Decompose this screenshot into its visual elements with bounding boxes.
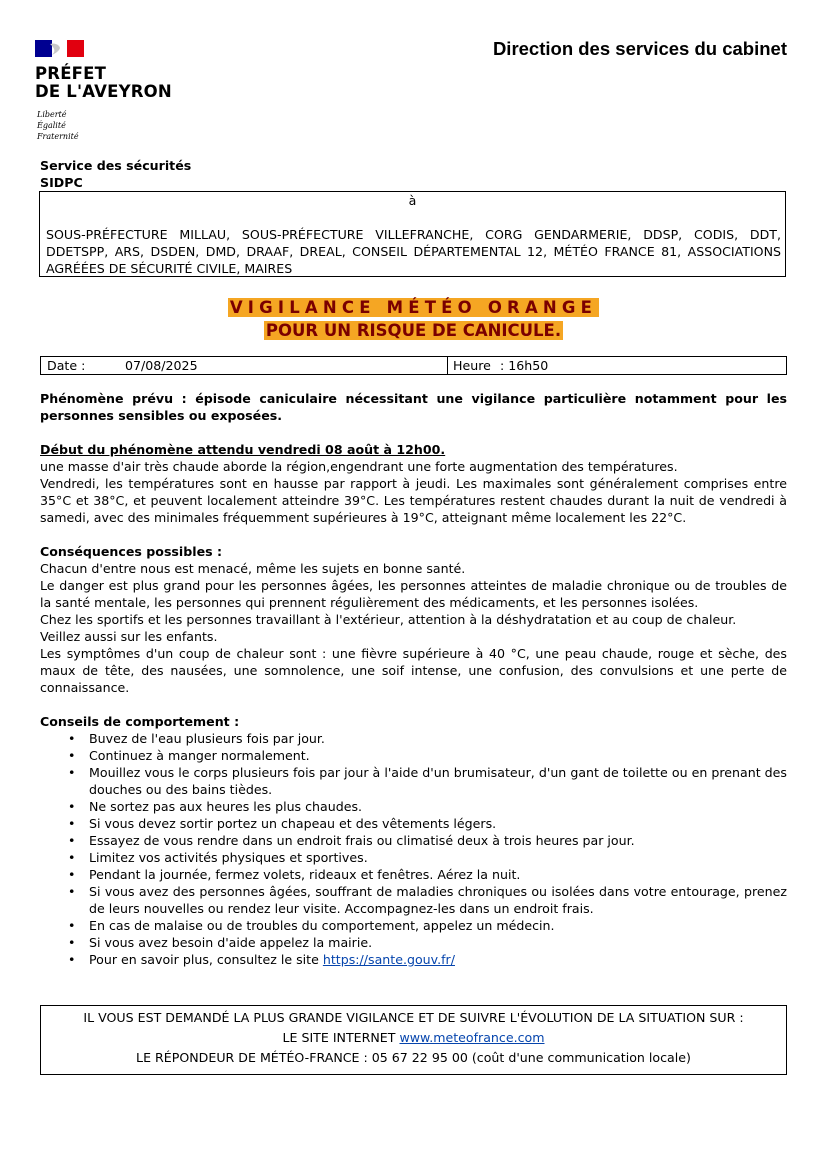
debut-para-1: une masse d'air très chaude aborde la région,engendrant une forte augmentation des températures. [40, 459, 678, 474]
debut-para-2: Vendredi, les températures sont en hausse par rapport à jeudi. Les maximales sont généralement comprises entre 35°C et 38°C, et peuvent localement atteindre 39°C. Les températures restent chaudes durant la nuit de vendredi à samedi, avec des minimales fréquemment supérieures à 19°C, atteignant même localement les 22°C. [40, 476, 787, 525]
footer-box [40, 1005, 787, 1075]
recipients-list: SOUS-PRÉFECTURE MILLAU, SOUS-PRÉFECTURE VILLEFRANCHE, CORG GENDARMERIE, DDSP, CODIS, DDT, DDETSPP, ARS, DSDEN, DMD, DRAAF, DREAL, CONSEIL DÉPARTEMENTAL 12, MÉTÉO FRANCE 81, ASSOCIATIONS AGRÉÉES DE SÉCURITÉ CIVILE, MAIRES [46, 227, 781, 276]
list-item: • Essayez de vous rendre dans un endroit frais ou climatisé deux à trois heures par jour. [89, 832, 787, 849]
heure-value: : 16h50 [500, 358, 549, 373]
date-label: Date : [47, 358, 86, 373]
prefecture-logo-text [35, 65, 172, 101]
list-item: • Ne sortez pas aux heures les plus chaudes. [89, 798, 787, 815]
list-item: • En cas de malaise ou de troubles du comportement, appelez un médecin. [89, 917, 787, 934]
alert-title-line1: VIGILANCE MÉTÉO ORANGE [229, 298, 598, 317]
motto-fraternite: Fraternité [37, 132, 79, 141]
bulletin-body [40, 390, 787, 968]
list-item: • Si vous devez sortir portez un chapeau et des vêtements légers. [89, 815, 787, 832]
consequences-para-1: Chacun d'entre nous est menacé, même les sujets en bonne santé. [40, 561, 466, 576]
marianne-flag-logo [35, 40, 84, 57]
service-block [40, 157, 191, 191]
footer-site-prefix: LE SITE INTERNET [282, 1030, 396, 1045]
consequences-para-5: Les symptômes d'un coup de chaleur sont : une fièvre supérieure à 40 °C, une peau chaude, rouge et sèche, des maux de tête, des nausées, une somnolence, une soif intense, une confusion, des convulsions et une perte de connaissance. [40, 646, 787, 695]
alert-title [0, 296, 827, 342]
sante-link-prefix: Pour en savoir plus, consultez le site [89, 952, 319, 967]
recipients-box [39, 191, 786, 277]
consequences-para-4: Veillez aussi sur les enfants. [40, 629, 218, 644]
alert-title-line2: POUR UN RISQUE DE CANICULE. [265, 321, 562, 340]
list-item: • Buvez de l'eau plusieurs fois par jour. [89, 730, 787, 747]
list-item: • Limitez vos activités physiques et sportives. [89, 849, 787, 866]
footer-line-1: IL VOUS EST DEMANDÉ LA PLUS GRANDE VIGILANCE ET DE SUIVRE L'ÉVOLUTION DE LA SITUATION SUR : [83, 1010, 744, 1025]
consequences-heading: Conséquences possibles : [40, 544, 223, 559]
debut-heading: Début du phénomène attendu vendredi 08 août à 12h00. [40, 442, 446, 457]
footer-line-2 [41, 1028, 786, 1048]
meteofrance-link[interactable]: www.meteofrance.com [399, 1030, 545, 1045]
service-name: Service des sécurités [40, 158, 192, 173]
consequences-para-2: Le danger est plus grand pour les personnes âgées, les personnes atteintes de maladie chronique ou de troubles de la santé mentale, les personnes qui prennent régulièrement des médicaments, et les personnes isolées. [40, 578, 787, 610]
list-item: • Continuez à manger normalement. [89, 747, 787, 764]
sante-link[interactable]: https://sante.gouv.fr/ [322, 952, 455, 967]
heure-label: Heure [453, 358, 491, 373]
recipients-a: à [408, 193, 417, 208]
list-item: • Mouillez vous le corps plusieurs fois par jour à l'aide d'un brumisateur, d'un gant de toilette ou en prenant des douches ou des bains tièdes. [89, 764, 787, 798]
service-code: SIDPC [40, 175, 83, 190]
footer-line-3: LE RÉPONDEUR DE MÉTÉO-FRANCE : 05 67 22 95 00 (coût d'une communication locale) [136, 1050, 691, 1065]
motto-egalite: Égalité [37, 121, 66, 130]
consequences-para-3: Chez les sportifs et les personnes travaillant à l'extérieur, attention à la déshydratation et au coup de chaleur. [40, 612, 737, 627]
list-item: • Pendant la journée, fermez volets, rideaux et fenêtres. Aérez la nuit. [89, 866, 787, 883]
phenomene-text: Phénomène prévu : épisode caniculaire nécessitant une vigilance particulière notamment pour les personnes sensibles ou exposées. [40, 391, 787, 423]
logo-line-2: DE L'AVEYRON [35, 82, 172, 101]
conseils-list [40, 730, 787, 968]
list-item [89, 951, 787, 968]
motto-liberte: Liberté [37, 110, 67, 119]
direction-title: Direction des services du cabinet [492, 38, 787, 59]
list-item: • Si vous avez besoin d'aide appelez la mairie. [89, 934, 787, 951]
date-time-box [40, 356, 787, 375]
date-value: 07/08/2025 [125, 358, 198, 373]
republic-motto [37, 109, 79, 142]
logo-line-1: PRÉFET [35, 64, 107, 83]
conseils-heading: Conseils de comportement : [40, 714, 240, 729]
list-item: • Si vous avez des personnes âgées, souffrant de maladies chroniques ou isolées dans votre entourage, prenez de leurs nouvelles ou rendez leur visite. Accompagnez-les dans un endroit frais. [89, 883, 787, 917]
